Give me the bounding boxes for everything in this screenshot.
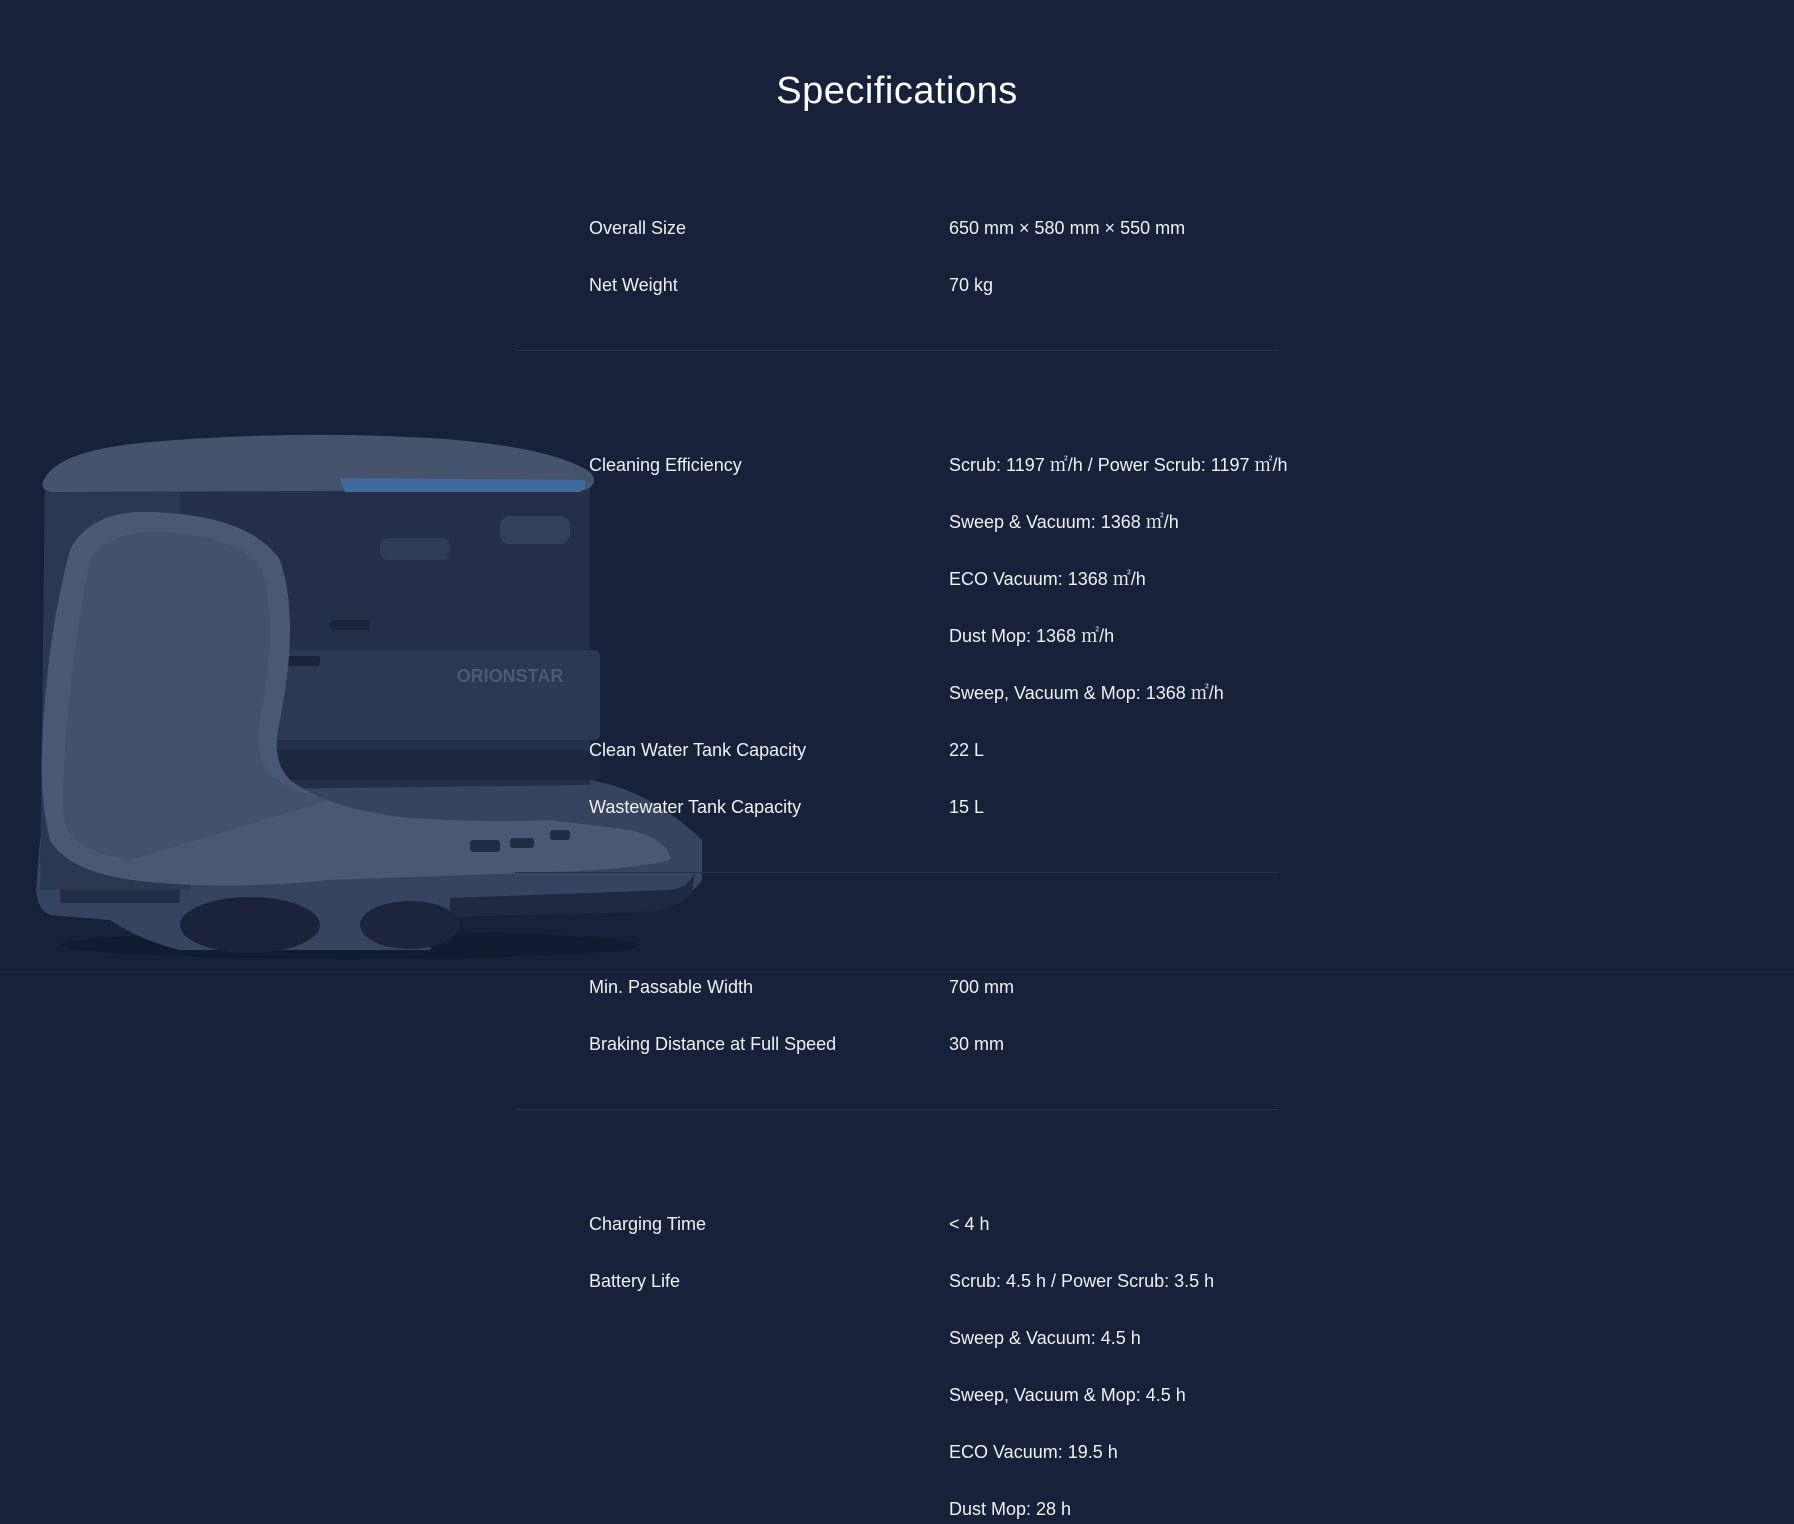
spec-value: Sweep & Vacuum: 1368 ㎡/h [949,512,1179,532]
spec-label: Braking Distance at Full Speed [589,1034,837,1054]
spec-label: Wastewater Tank Capacity [589,797,802,817]
group-divider [515,1109,1279,1110]
spec-label: Charging Time [589,1214,707,1234]
spec-row [589,678,1309,708]
spec-row [589,1323,1309,1353]
spec-row [589,621,1309,651]
spec-value: Dust Mop: 1368 ㎡/h [949,626,1115,646]
spec-value: 15 L [949,797,985,817]
spec-row [589,1209,1309,1239]
brand-mark: ORIONSTAR [456,666,564,686]
spec-label: Min. Passable Width [589,977,754,997]
spec-row [589,1437,1309,1467]
spec-value: 650 mm × 580 mm × 550 mm [949,218,1186,238]
spec-row [589,1494,1309,1524]
spec-value: 700 mm [949,977,1015,997]
spec-row [589,735,1309,765]
spec-value: 70 kg [949,275,994,295]
group-divider [515,872,1279,873]
spec-row [589,213,1309,243]
spec-row [589,1266,1309,1296]
spec-label: Battery Life [589,1271,681,1291]
page-title: Specifications [776,70,1018,112]
spec-value: Scrub: 4.5 h / Power Scrub: 3.5 h [949,1271,1215,1291]
spec-value: ECO Vacuum: 19.5 h [949,1442,1118,1462]
spec-row [589,564,1309,594]
spec-row [589,450,1309,480]
spec-value: Scrub: 1197 ㎡/h / Power Scrub: 1197 ㎡/h [949,455,1288,475]
spec-row [589,1380,1309,1410]
group-divider [515,350,1279,351]
spec-value: 22 L [949,740,985,760]
spec-value: ECO Vacuum: 1368 ㎡/h [949,569,1146,589]
spec-value: Sweep, Vacuum & Mop: 1368 ㎡/h [949,683,1224,703]
spec-row [589,270,1309,300]
spec-label: Overall Size [589,218,687,238]
spec-row [589,507,1309,537]
spec-value: Sweep, Vacuum & Mop: 4.5 h [949,1385,1186,1405]
spec-label: Clean Water Tank Capacity [589,740,807,760]
spec-value: 30 mm [949,1034,1005,1054]
spec-value: < 4 h [949,1214,990,1234]
spec-label: Net Weight [589,275,678,295]
spec-row [589,1029,1309,1059]
spec-value: Sweep & Vacuum: 4.5 h [949,1328,1141,1348]
spec-row [589,792,1309,822]
spec-label: Cleaning Efficiency [589,455,742,475]
spec-value: Dust Mop: 28 h [949,1499,1072,1519]
spec-row [589,972,1309,1002]
